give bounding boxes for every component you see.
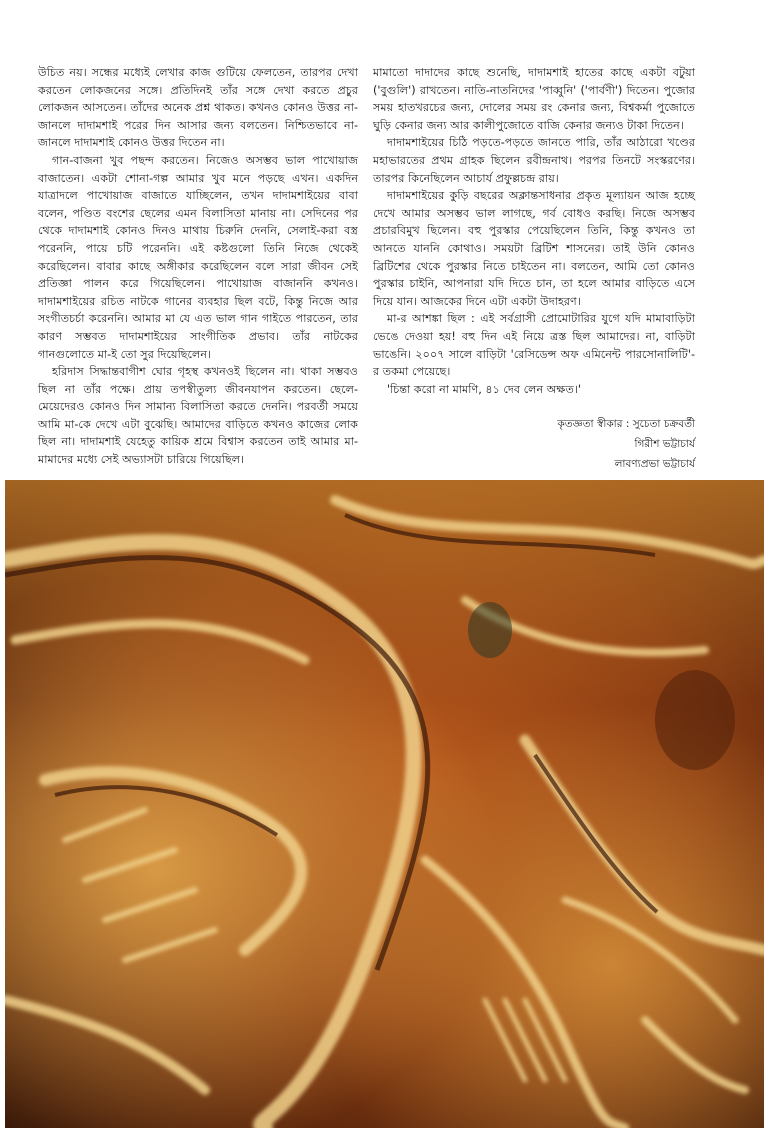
credit-name: লাবণ্যপ্রভা ভট্টাচার্য [614,458,695,470]
relief-image [5,480,764,1128]
credit-row [557,434,695,454]
paragraph: গান-বাজনা খুব পছন্দ করতেন। নিজেও অসম্ভব ভাল পাখোয়াজ বাজাতেন। একটা শোনা-গল্প আমার খুব মনে পড়ছে এখন। একদিন যাত্রাদলে পাখোয়াজ বাজাতে যাচ্ছিলেন, তখন দাদামশাইয়ের বাবা বলেন, পণ্ডিত বংশের ছেলের এমন বিলাসিতা মানায় না। সেদিনের পর থেকে দাদামশাই কোনও দিনও মাথায় চিরুনি দেননি, সেলাই-করা বস্ত্র পরেননি, পায়ে চটি পরেননি। এই কষ্টগুলো তিনি নিজে থেকেই করেছিলেন। বাবার কাছে অঙ্গীকার করেছিলেন বলে সারা জীবন সেই প্রতিজ্ঞা পালন করে গিয়েছিলেন। পাখোয়াজ বাজাননি কখনও। দাদামশাইয়ের রচিত নাটকে গানের ব্যবহার ছিল বটে, কিন্তু নিজে আর সংগীতচর্চা করেননি। আমার মা যে এত ভাল গান গাইতে পারতেন, তার কারণ সম্ভবত দাদামশাইয়ের সাংগীতিক প্রভাব। তাঁর নাটকের গানগুলোতে মা-ই তো সুর দিয়েছিলেন। [38,153,358,361]
left-column [38,64,358,469]
credit-name: গিরীশ ভট্টাচার্য [634,438,695,450]
paragraph: দাদামশাইয়ের কুড়ি বছরের অক্লান্তসাধনার প্রকৃত মূল্যায়ন আজ হচ্ছে দেখে আমার অসম্ভব ভাল লাগছে, গর্ব বোধও করছি। নিজে অসম্ভব প্রচারবিমুখ ছিলেন। বহু পুরস্কার পেয়েছিলেন তিনি, কিন্তু কখনও তা আনতে যাননি কোথাও। সময়টা ব্রিটিশ শাসনের। তাই উনি কোনও ব্রিটিশের থেকে পুরস্কার নিতে চাইতেন না। বলতেন, আমি তো কোনও পুরস্কার চাইনি, আপনারা যদি দিতে চান, তা হলে আমার বাড়িতে এসে দিয়ে যান। আজকের দিনে এটা একটা উদাহরণ। [373,189,695,308]
paragraph: হরিদাস সিদ্ধান্তবাগীশ ঘোর গৃহস্থ কখনওই ছিলেন না। থাকা সম্ভবও ছিল না তাঁর পক্ষে। প্রায় তপস্বীতুল্য জীবনযাপন করতেন। ছেলে-মেয়েদেরও কোনও দিন সামান্য বিলাসিতা করতে দেননি। পরবর্তী সময়ে আমি মা-কে দেখে এটা বুঝেছি। আমাদের বাড়িতে কখনও কাজের লোক ছিল না। দাদামশাই যেহেতু কায়িক শ্রমে বিশ্বাস করতেন তাই আমার মা-মামাদের মধ্যে সেই অভ্যাসটা চারিয়ে গিয়েছিল। [38,365,358,467]
credit-row [557,414,695,434]
credit-row [557,454,695,474]
carved-relief-photo [5,480,764,1128]
paragraph: মা-র আশঙ্কা ছিল : এই সর্বগ্রাসী প্রোমোটারির যুগে যদি মামাবাড়িটা ভেঙে দেওয়া হয়! বহু দিন এই নিয়ে ত্রস্ত ছিল আমাদের। না, বাড়িটা ভাঙেনি। ২০০৭ সালে বাড়িটা 'রেসিডেন্স অফ এমিনেন্ট পারসোনালিটি'-র তকমা পেয়েছে। [373,312,695,379]
paragraph: উচিত নয়। সন্ধের মধ্যেই লেখার কাজ গুটিয়ে ফেলতেন, তারপর দেখা করতেন লোকজনের সঙ্গে। প্রতিদিনই তাঁর সঙ্গে দেখা করতে প্রচুর লোকজন আসতেন। তাঁদের অনেক প্রশ্ন থাকত। কখনও কোনও উত্তর না-জানলে দাদামশাই পরের দিন আসার জন্য বলতেন। নিশ্চিতভাবে না-জানলে দাদামশাই কোনও উত্তর দিতেন না। [38,66,358,150]
article-text-area [0,0,770,476]
credit-label: কৃতজ্ঞতা স্বীকার : [557,418,630,430]
right-column [373,64,695,398]
paragraph: দাদামশাইয়ের চিঠি পড়তে-পড়তে জানতে পারি, তাঁর আঠারো খণ্ডের মহাভারতের প্রথম গ্রাহক ছিলেন রবীন্দ্রনাথ। পরপর তিনটে সংস্করণের। তারপর কিনেছিলেন আচার্য প্রফুল্লচন্দ্র রায়। [373,136,695,185]
acknowledgement [557,414,695,474]
paragraph: মামাতো দাদাদের কাছে শুনেছি, দাদামশাই হাতের কাছে একটা বটুয়া ('বুগুলি') রাখতেন। নাতি-নাতনিদের 'পাব্বুনি' ('পার্বণী') দিতেন। পুজোর সময় হাতখরচের জন্য, দোলের সময় রং কেনার জন্য, বিশ্বকর্মা পুজোতে ঘুড়ি কেনার জন্য আর কালীপুজোতে বাজি কেনার জন্যও টাকা দিতেন। [373,66,695,132]
paragraph: 'চিন্তা করো না মামণি, ৪১ দেব লেন অক্ষত।' [387,382,581,396]
credit-name: সুচেতা চক্রবর্তী [632,418,695,430]
